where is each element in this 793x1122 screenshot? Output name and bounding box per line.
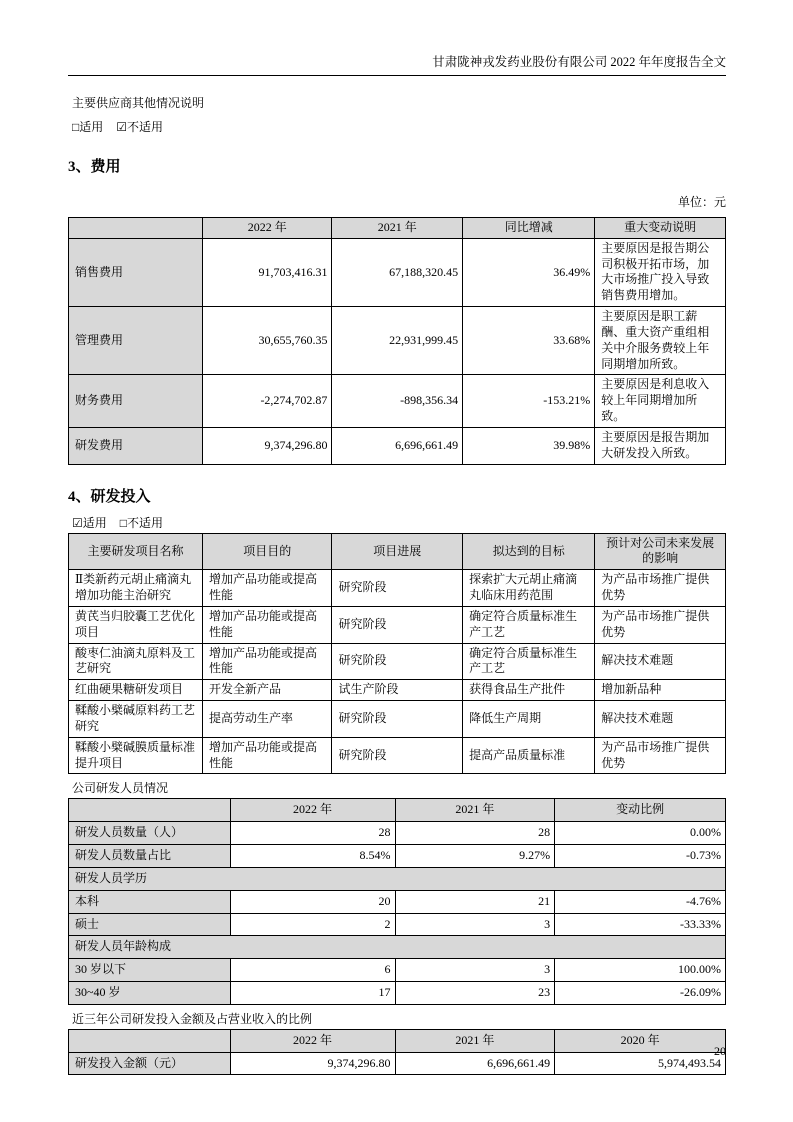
project-goal: 提高产品质量标准	[463, 737, 595, 774]
project-name: 黄芪当归胶囊工艺优化项目	[69, 606, 203, 643]
row-label: 30 岁以下	[69, 959, 231, 982]
value-change: -0.73%	[555, 845, 726, 868]
project-impact: 为产品市场推广提供优势	[595, 737, 726, 774]
row-label: 销售费用	[69, 238, 203, 306]
value-2021: 28	[395, 822, 555, 845]
checkbox-applicable-checked: ☑适用	[72, 515, 107, 530]
value-2021: 3	[395, 959, 555, 982]
project-progress: 研究阶段	[332, 737, 463, 774]
project-progress: 研究阶段	[332, 570, 463, 607]
row-label: 管理费用	[69, 307, 203, 375]
page-number: 20	[714, 1044, 726, 1058]
table-row	[69, 238, 726, 306]
project-progress: 研究阶段	[332, 701, 463, 738]
project-name: Ⅱ类新药元胡止痛滴丸增加功能主治研究	[69, 570, 203, 607]
value-2022: -2,274,702.87	[203, 375, 332, 427]
value-2022: 2	[230, 913, 395, 936]
table-row	[69, 913, 726, 936]
project-progress: 研究阶段	[332, 606, 463, 643]
row-label: 财务费用	[69, 375, 203, 427]
value-remark: 主要原因是报告期加大研发投入所致。	[595, 427, 726, 464]
row-label: 硕士	[69, 913, 231, 936]
col-blank	[69, 799, 231, 822]
value-2022: 9,374,296.80	[230, 1052, 395, 1075]
expenses-header-row	[69, 218, 726, 239]
project-goal: 降低生产周期	[463, 701, 595, 738]
value-change: 100.00%	[555, 959, 726, 982]
project-goal: 获得食品生产批件	[463, 680, 595, 701]
value-2022: 6	[230, 959, 395, 982]
value-change: -26.09%	[555, 981, 726, 1004]
value-2022: 8.54%	[230, 845, 395, 868]
project-name: 酸枣仁油滴丸原料及工艺研究	[69, 643, 203, 680]
checkbox-not-applicable-checked: ☑不适用	[116, 120, 164, 134]
col-blank	[69, 1029, 231, 1052]
value-change: 39.98%	[463, 427, 595, 464]
project-purpose: 增加产品功能或提高性能	[203, 570, 332, 607]
value-change: -4.76%	[555, 890, 726, 913]
value-2020: 5,974,493.54	[555, 1052, 726, 1075]
project-impact: 为产品市场推广提供优势	[595, 606, 726, 643]
table-row	[69, 427, 726, 464]
project-progress: 试生产阶段	[332, 680, 463, 701]
col-2022: 2022 年	[230, 799, 395, 822]
col-change: 同比增减	[463, 218, 595, 239]
project-impact: 为产品市场推广提供优势	[595, 570, 726, 607]
col-2022: 2022 年	[230, 1029, 395, 1052]
table-row	[69, 981, 726, 1004]
section-rd-heading: 4、研发投入	[68, 488, 151, 505]
row-label: 研发人员数量占比	[69, 845, 231, 868]
personnel-table	[68, 798, 726, 1004]
value-2022: 17	[230, 981, 395, 1004]
expenses-table	[68, 217, 726, 465]
project-name: 鞣酸小檗碱原料药工艺研究	[69, 701, 203, 738]
age-section-row	[69, 936, 726, 959]
value-2022: 28	[230, 822, 395, 845]
value-remark: 主要原因是利息收入较上年同期增加所致。	[595, 375, 726, 427]
checkbox-not-applicable-unchecked: □不适用	[119, 515, 164, 530]
table-row	[69, 845, 726, 868]
project-goal: 探索扩大元胡止痛滴丸临床用药范围	[463, 570, 595, 607]
row-label: 研发人员数量（人）	[69, 822, 231, 845]
checkbox-applicable-unchecked: □适用	[72, 120, 104, 134]
value-remark: 主要原因是职工薪酬、重大资产重组相关中介服务费较上年同期增加所致。	[595, 307, 726, 375]
table-row	[69, 606, 726, 643]
rd-investment-caption: 近三年公司研发投入金额及占营业收入的比例	[72, 1011, 313, 1026]
value-change: 0.00%	[555, 822, 726, 845]
row-label: 30~40 岁	[69, 981, 231, 1004]
value-2021: 6,696,661.49	[332, 427, 463, 464]
report-title: 甘肃陇神戎发药业股份有限公司 2022 年年度报告全文	[432, 55, 726, 69]
rd-projects-table	[68, 533, 726, 775]
project-goal: 确定符合质量标准生产工艺	[463, 606, 595, 643]
col-purpose: 项目目的	[203, 533, 332, 570]
value-change: -33.33%	[555, 913, 726, 936]
table-row	[69, 701, 726, 738]
col-remark: 重大变动说明	[595, 218, 726, 239]
unit-label: 单位：元	[677, 195, 726, 209]
age-section-label: 研发人员年龄构成	[69, 936, 726, 959]
col-change-ratio: 变动比例	[555, 799, 726, 822]
table-row	[69, 890, 726, 913]
project-impact: 解决技术难题	[595, 701, 726, 738]
col-2020: 2020 年	[555, 1029, 726, 1052]
table-row	[69, 959, 726, 982]
project-purpose: 提高劳动生产率	[203, 701, 332, 738]
table-row	[69, 680, 726, 701]
value-change: 36.49%	[463, 238, 595, 306]
value-change: 33.68%	[463, 307, 595, 375]
project-impact: 解决技术难题	[595, 643, 726, 680]
col-2021: 2021 年	[395, 1029, 555, 1052]
education-section-row	[69, 867, 726, 890]
value-2022: 30,655,760.35	[203, 307, 332, 375]
project-progress: 研究阶段	[332, 643, 463, 680]
value-2021: 6,696,661.49	[395, 1052, 555, 1075]
value-2021: 67,188,320.45	[332, 238, 463, 306]
row-label: 本科	[69, 890, 231, 913]
personnel-header-row	[69, 799, 726, 822]
col-2022: 2022 年	[203, 218, 332, 239]
value-change: -153.21%	[463, 375, 595, 427]
project-name: 鞣酸小檗碱膜质量标准提升项目	[69, 737, 203, 774]
supplier-applicability-line	[72, 119, 726, 135]
table-row	[69, 1052, 726, 1075]
rd-applicability-line	[72, 515, 726, 531]
supplier-note-title: 主要供应商其他情况说明	[72, 96, 205, 110]
table-row	[69, 570, 726, 607]
value-2021: 22,931,999.45	[332, 307, 463, 375]
col-blank	[69, 218, 203, 239]
doc-header	[68, 54, 726, 76]
table-row	[69, 643, 726, 680]
col-project-name: 主要研发项目名称	[69, 533, 203, 570]
col-2021: 2021 年	[332, 218, 463, 239]
row-label: 研发投入金额（元）	[69, 1052, 231, 1075]
table-row	[69, 307, 726, 375]
project-impact: 增加新品种	[595, 680, 726, 701]
project-name: 红曲硬果糖研发项目	[69, 680, 203, 701]
value-2021: 21	[395, 890, 555, 913]
value-2021: 3	[395, 913, 555, 936]
projects-header-row	[69, 533, 726, 570]
education-section-label: 研发人员学历	[69, 867, 726, 890]
section-expenses-heading: 3、费用	[68, 159, 121, 175]
personnel-caption: 公司研发人员情况	[72, 781, 169, 796]
value-2021: 23	[395, 981, 555, 1004]
value-remark: 主要原因是报告期公司积极开拓市场，加大市场推广投入导致销售费用增加。	[595, 238, 726, 306]
rd-investment-table	[68, 1029, 726, 1076]
value-2022: 91,703,416.31	[203, 238, 332, 306]
col-progress: 项目进展	[332, 533, 463, 570]
project-purpose: 增加产品功能或提高性能	[203, 737, 332, 774]
col-impact: 预计对公司未来发展的影响	[595, 533, 726, 570]
project-purpose: 增加产品功能或提高性能	[203, 643, 332, 680]
project-purpose: 开发全新产品	[203, 680, 332, 701]
col-2021: 2021 年	[395, 799, 555, 822]
project-purpose: 增加产品功能或提高性能	[203, 606, 332, 643]
table-row	[69, 822, 726, 845]
value-2022: 20	[230, 890, 395, 913]
value-2021: 9.27%	[395, 845, 555, 868]
project-goal: 确定符合质量标准生产工艺	[463, 643, 595, 680]
value-2022: 9,374,296.80	[203, 427, 332, 464]
table-row	[69, 375, 726, 427]
investment-header-row	[69, 1029, 726, 1052]
row-label: 研发费用	[69, 427, 203, 464]
value-2021: -898,356.34	[332, 375, 463, 427]
col-goal: 拟达到的目标	[463, 533, 595, 570]
table-row	[69, 737, 726, 774]
